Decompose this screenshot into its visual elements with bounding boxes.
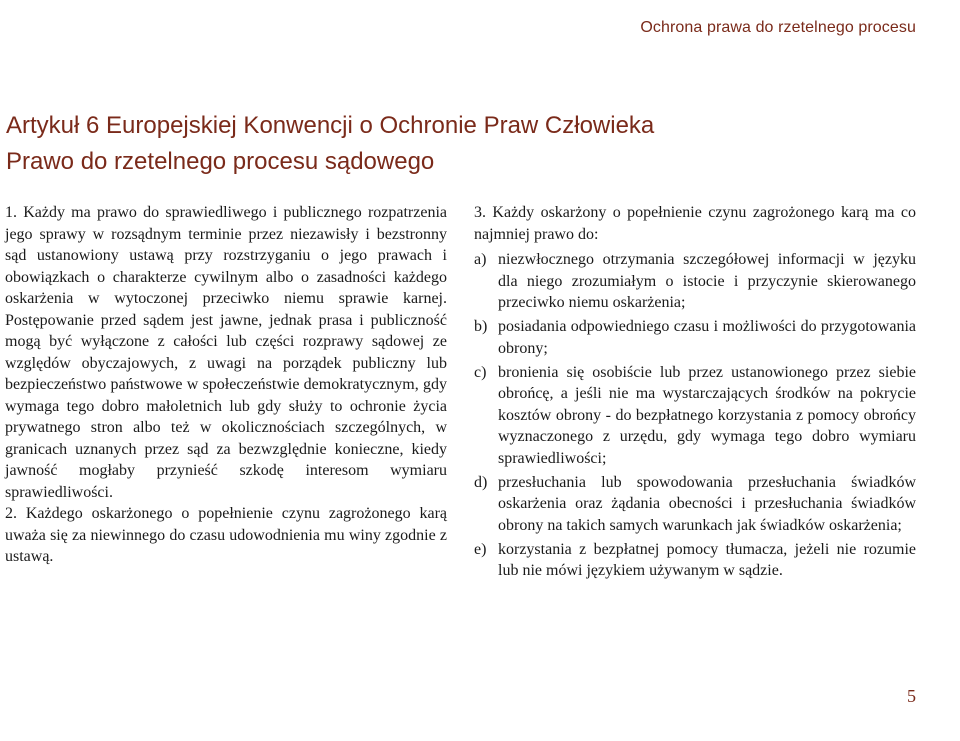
paragraph-3-intro: 3. Każdy oskarżony o popełnienie czynu zagrożonego karą ma co najmniej prawo do: [474,204,916,243]
list-marker: a) [474,251,487,268]
list-item-text: niezwłocznego otrzymania szczegółowej informacji w języku dla niego zrozumiałym o istocie i przyczynie skierowanego przeciwko niemu oskarżenia; [498,251,916,311]
page-title [6,108,946,180]
list-item [474,362,916,470]
title-line-1: Artykuł 6 Europejskiej Konwencji o Ochronie Praw Człowieka [6,112,655,139]
left-column [5,202,447,568]
list-marker: e) [474,540,487,558]
title-line-2: Prawo do rzetelnego procesu sądowego [6,148,435,175]
page-number: 5 [907,686,916,706]
list-item [474,316,916,359]
list-item [474,249,916,314]
list-marker: c) [474,363,487,381]
list-item-text: przesłuchania lub spowodowania przesłuchania świadków oskarżenia oraz żądania obecności i przesłuchania świadków obrony na takich samych warunkach jak świadków oskarżenia; [498,473,916,534]
list-marker: d) [474,473,488,491]
running-header: Ochrona prawa do rzetelnego procesu [640,19,916,36]
right-column [474,202,916,584]
list-item-text: posiadania odpowiedniego czasu i możliwości do przygotowania obrony; [498,318,916,357]
paragraph-2: 2. Każdego oskarżonego o popełnienie czynu zagrożonego karą uważa się za niewinnego do czasu udowodnienia mu winy zgodnie z ustawą. [5,505,447,565]
list-item [474,472,916,537]
list-item [474,539,916,582]
paragraph-1: 1. Każdy ma prawo do sprawiedliwego i publicznego rozpatrzenia jego sprawy w rozsądnym terminie przez niezawisły i bezstronny sąd ustanowiony ustawą przy rozstrzyganiu o jego prawach i obowiązkach o charakterze cywilnym albo o zasadności każdego oskarżenia w wytoczonej przeciwko niemu sprawie karnej. Postępowanie przed sądem jest jawne, jednak prasa i publiczność mogą być wyłączone z całości lub części rozprawy sądowej ze względów obyczajowych, z uwagi na porządek publiczny lub bezpieczeństwo państwowe w społeczeństwie demokratycznym, gdy wymaga tego dobro małoletnich lub gdy służy to ochronie życia prywatnego stron albo też w okolicznościach szczególnych, w granicach uznanych przez sąd za bezwzględnie konieczne, kiedy jawność mogłaby przynieść szkodę interesom wymiaru sprawiedliwości. [5,204,447,501]
list-marker: b) [474,318,488,335]
list-item-text: bronienia się osobiście lub przez ustanowionego przez siebie obrońcę, a jeśli nie ma wystarczających środków na pokrycie kosztów obrony - do bezpłatnego korzystania z pomocy obrońcy wyznaczonego z urzędu, gdy wymaga tego dobro wymiaru sprawiedliwości; [498,363,916,467]
list-item-text: korzystania z bezpłatnej pomocy tłumacza, jeżeli nie rozumie lub nie mówi językiem używanym w sądzie. [498,540,916,579]
rights-list [474,249,916,582]
